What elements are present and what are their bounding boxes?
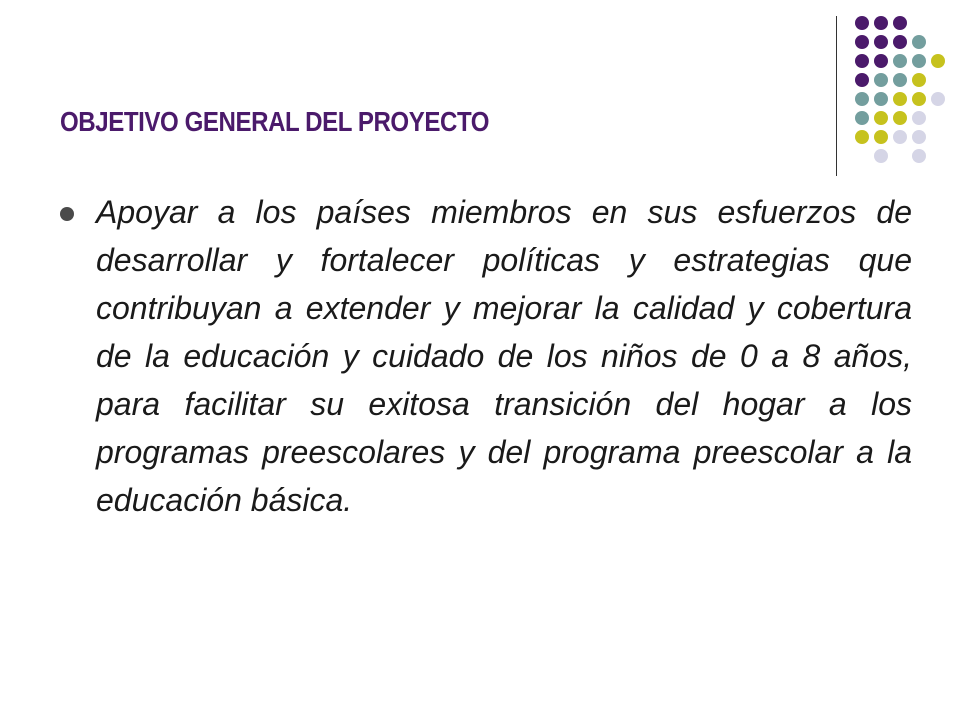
- decorative-dot-lime: [874, 111, 888, 125]
- decorative-dot-purple: [893, 35, 907, 49]
- decorative-dot-purple: [855, 54, 869, 68]
- decorative-dot-lime: [874, 130, 888, 144]
- decorative-dot-teal: [874, 73, 888, 87]
- decorative-dot-purple: [855, 35, 869, 49]
- decorative-dot-teal: [912, 35, 926, 49]
- decorative-dot-lavender: [874, 149, 888, 163]
- decorative-dot-lime: [893, 111, 907, 125]
- decorative-dot-lavender: [931, 92, 945, 106]
- bullet-dot-icon: [60, 207, 74, 221]
- decorative-dot-grid: [0, 0, 960, 200]
- decorative-dot-purple: [874, 35, 888, 49]
- decorative-dot-lime: [912, 73, 926, 87]
- bullet-list: [60, 188, 912, 524]
- decorative-dot-lime: [855, 130, 869, 144]
- decorative-dot-lime: [912, 92, 926, 106]
- decorative-dot-purple: [855, 73, 869, 87]
- decorative-dot-purple: [893, 16, 907, 30]
- decorative-dot-lime: [931, 54, 945, 68]
- decorative-dot-purple: [874, 16, 888, 30]
- decorative-dot-teal: [855, 111, 869, 125]
- decorative-dot-teal: [874, 92, 888, 106]
- decorative-dot-purple: [874, 54, 888, 68]
- decorative-dot-lavender: [893, 130, 907, 144]
- decorative-dot-teal: [855, 92, 869, 106]
- slide-title: OBJETIVO GENERAL DEL PROYECTO: [60, 106, 490, 137]
- decorative-dot-teal: [912, 54, 926, 68]
- bullet-item: [60, 188, 912, 524]
- vertical-divider-line: [836, 16, 837, 176]
- decorative-dot-lime: [893, 92, 907, 106]
- decorative-dot-teal: [893, 54, 907, 68]
- decorative-dot-purple: [855, 16, 869, 30]
- bullet-text: Apoyar a los países miembros en sus esfuerzos de desarrollar y fortalecer políticas y estrategias que contribuyan a extender y mejorar la calidad y cobertura de la educación y cuidado de los niños de 0 a 8 años, para facilitar su exitosa transición del hogar a los programas preescolares y del programa preescolar a la educación básica.: [96, 194, 912, 518]
- decorative-dot-teal: [893, 73, 907, 87]
- decorative-dot-lavender: [912, 111, 926, 125]
- decorative-dot-lavender: [912, 149, 926, 163]
- decorative-dot-lavender: [912, 130, 926, 144]
